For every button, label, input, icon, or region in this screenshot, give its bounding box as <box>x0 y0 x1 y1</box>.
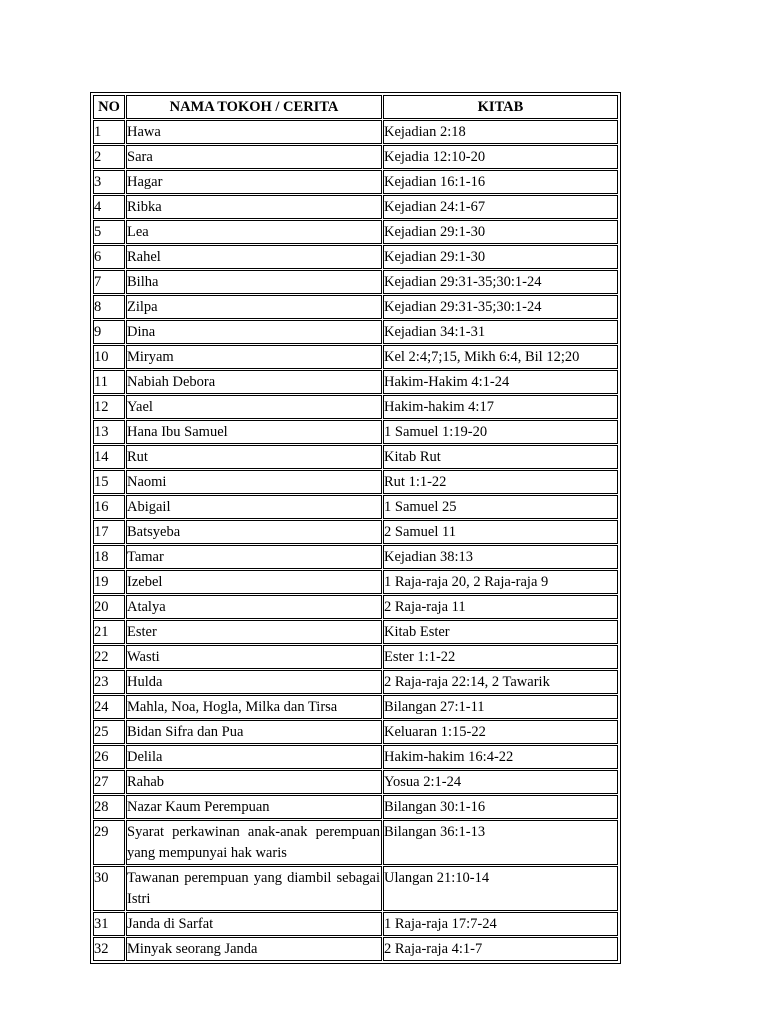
table-row <box>93 170 618 194</box>
cell-name: Batsyeba <box>126 520 382 544</box>
document-table-frame <box>90 92 621 964</box>
cell-no: 7 <box>93 270 125 294</box>
cell-name: Nabiah Debora <box>126 370 382 394</box>
table-row <box>93 320 618 344</box>
cell-name: Hana Ibu Samuel <box>126 420 382 444</box>
cell-name: Minyak seorang Janda <box>126 937 382 961</box>
table-row <box>93 912 618 936</box>
header-kitab: KITAB <box>383 95 618 119</box>
table-row <box>93 345 618 369</box>
cell-kitab: Rut 1:1-22 <box>383 470 618 494</box>
table-row <box>93 495 618 519</box>
cell-name: Tawanan perempuan yang diambil sebagai Istri <box>126 866 382 911</box>
cell-kitab: Hakim-hakim 4:17 <box>383 395 618 419</box>
cell-no: 10 <box>93 345 125 369</box>
cell-no: 23 <box>93 670 125 694</box>
cell-name: Dina <box>126 320 382 344</box>
cell-kitab: Kejadian 38:13 <box>383 545 618 569</box>
table-row <box>93 745 618 769</box>
cell-name: Ester <box>126 620 382 644</box>
table-row <box>93 570 618 594</box>
cell-name: Zilpa <box>126 295 382 319</box>
cell-kitab: Bilangan 27:1-11 <box>383 695 618 719</box>
cell-name: Janda di Sarfat <box>126 912 382 936</box>
cell-kitab: Kejadian 29:31-35;30:1-24 <box>383 295 618 319</box>
cell-kitab: 1 Samuel 1:19-20 <box>383 420 618 444</box>
cell-kitab: 2 Samuel 11 <box>383 520 618 544</box>
cell-name: Izebel <box>126 570 382 594</box>
cell-no: 13 <box>93 420 125 444</box>
cell-no: 4 <box>93 195 125 219</box>
cell-kitab: Kitab Rut <box>383 445 618 469</box>
table-row <box>93 145 618 169</box>
cell-kitab: Kejadian 29:31-35;30:1-24 <box>383 270 618 294</box>
cell-kitab: 2 Raja-raja 4:1-7 <box>383 937 618 961</box>
table-row <box>93 545 618 569</box>
cell-name: Rahel <box>126 245 382 269</box>
table-row <box>93 645 618 669</box>
cell-kitab: Yosua 2:1-24 <box>383 770 618 794</box>
cell-no: 21 <box>93 620 125 644</box>
cell-no: 28 <box>93 795 125 819</box>
cell-kitab: Ester 1:1-22 <box>383 645 618 669</box>
table-row <box>93 770 618 794</box>
cell-no: 27 <box>93 770 125 794</box>
tokoh-kitab-table <box>92 94 619 962</box>
cell-no: 6 <box>93 245 125 269</box>
cell-no: 15 <box>93 470 125 494</box>
cell-no: 11 <box>93 370 125 394</box>
cell-no: 20 <box>93 595 125 619</box>
cell-name: Atalya <box>126 595 382 619</box>
cell-kitab: Kejadia 12:10-20 <box>383 145 618 169</box>
table-row <box>93 695 618 719</box>
cell-kitab: 1 Raja-raja 17:7-24 <box>383 912 618 936</box>
table-row <box>93 520 618 544</box>
cell-no: 31 <box>93 912 125 936</box>
cell-name: Wasti <box>126 645 382 669</box>
table-row <box>93 220 618 244</box>
header-name: NAMA TOKOH / CERITA <box>126 95 382 119</box>
cell-kitab: 1 Raja-raja 20, 2 Raja-raja 9 <box>383 570 618 594</box>
cell-no: 2 <box>93 145 125 169</box>
table-row <box>93 270 618 294</box>
cell-kitab: Kejadian 29:1-30 <box>383 220 618 244</box>
cell-name: Mahla, Noa, Hogla, Milka dan Tirsa <box>126 695 382 719</box>
cell-kitab: Kejadian 24:1-67 <box>383 195 618 219</box>
cell-name: Hagar <box>126 170 382 194</box>
cell-kitab: Bilangan 30:1-16 <box>383 795 618 819</box>
cell-no: 17 <box>93 520 125 544</box>
table-header-row <box>93 95 618 119</box>
cell-kitab: 2 Raja-raja 11 <box>383 595 618 619</box>
cell-kitab: Hakim-hakim 16:4-22 <box>383 745 618 769</box>
cell-no: 12 <box>93 395 125 419</box>
table-row <box>93 866 618 911</box>
cell-no: 18 <box>93 545 125 569</box>
cell-name: Naomi <box>126 470 382 494</box>
table-row <box>93 937 618 961</box>
cell-name: Yael <box>126 395 382 419</box>
table-body <box>93 120 618 961</box>
table-row <box>93 670 618 694</box>
table-row <box>93 120 618 144</box>
cell-kitab: Kejadian 2:18 <box>383 120 618 144</box>
cell-no: 1 <box>93 120 125 144</box>
header-no: NO <box>93 95 125 119</box>
table-row <box>93 595 618 619</box>
cell-no: 30 <box>93 866 125 911</box>
table-row <box>93 370 618 394</box>
cell-name: Hulda <box>126 670 382 694</box>
cell-name: Tamar <box>126 545 382 569</box>
cell-no: 8 <box>93 295 125 319</box>
cell-name: Rut <box>126 445 382 469</box>
cell-no: 29 <box>93 820 125 865</box>
cell-kitab: Ulangan 21:10-14 <box>383 866 618 911</box>
cell-no: 3 <box>93 170 125 194</box>
cell-name: Bilha <box>126 270 382 294</box>
cell-kitab: Hakim-Hakim 4:1-24 <box>383 370 618 394</box>
cell-no: 14 <box>93 445 125 469</box>
cell-kitab: Keluaran 1:15-22 <box>383 720 618 744</box>
cell-no: 24 <box>93 695 125 719</box>
cell-kitab: 1 Samuel 25 <box>383 495 618 519</box>
cell-no: 26 <box>93 745 125 769</box>
cell-no: 9 <box>93 320 125 344</box>
cell-name: Ribka <box>126 195 382 219</box>
cell-kitab: Kejadian 34:1-31 <box>383 320 618 344</box>
table-row <box>93 470 618 494</box>
cell-no: 19 <box>93 570 125 594</box>
table-row <box>93 195 618 219</box>
table-row <box>93 820 618 865</box>
cell-name: Hawa <box>126 120 382 144</box>
cell-name: Bidan Sifra dan Pua <box>126 720 382 744</box>
table-row <box>93 395 618 419</box>
cell-no: 22 <box>93 645 125 669</box>
cell-name: Nazar Kaum Perempuan <box>126 795 382 819</box>
cell-kitab: Kejadian 16:1-16 <box>383 170 618 194</box>
cell-no: 32 <box>93 937 125 961</box>
cell-name: Delila <box>126 745 382 769</box>
cell-name: Lea <box>126 220 382 244</box>
table-row <box>93 295 618 319</box>
table-row <box>93 795 618 819</box>
cell-name: Abigail <box>126 495 382 519</box>
cell-no: 5 <box>93 220 125 244</box>
cell-no: 25 <box>93 720 125 744</box>
table-row <box>93 420 618 444</box>
cell-name: Miryam <box>126 345 382 369</box>
cell-name: Sara <box>126 145 382 169</box>
table-row <box>93 620 618 644</box>
cell-kitab: Kel 2:4;7;15, Mikh 6:4, Bil 12;20 <box>383 345 618 369</box>
cell-kitab: Kitab Ester <box>383 620 618 644</box>
cell-name: Rahab <box>126 770 382 794</box>
cell-name: Syarat perkawinan anak-anak perempuan yang mempunyai hak waris <box>126 820 382 865</box>
cell-no: 16 <box>93 495 125 519</box>
cell-kitab: 2 Raja-raja 22:14, 2 Tawarik <box>383 670 618 694</box>
table-row <box>93 720 618 744</box>
table-row <box>93 445 618 469</box>
cell-kitab: Kejadian 29:1-30 <box>383 245 618 269</box>
table-row <box>93 245 618 269</box>
cell-kitab: Bilangan 36:1-13 <box>383 820 618 865</box>
